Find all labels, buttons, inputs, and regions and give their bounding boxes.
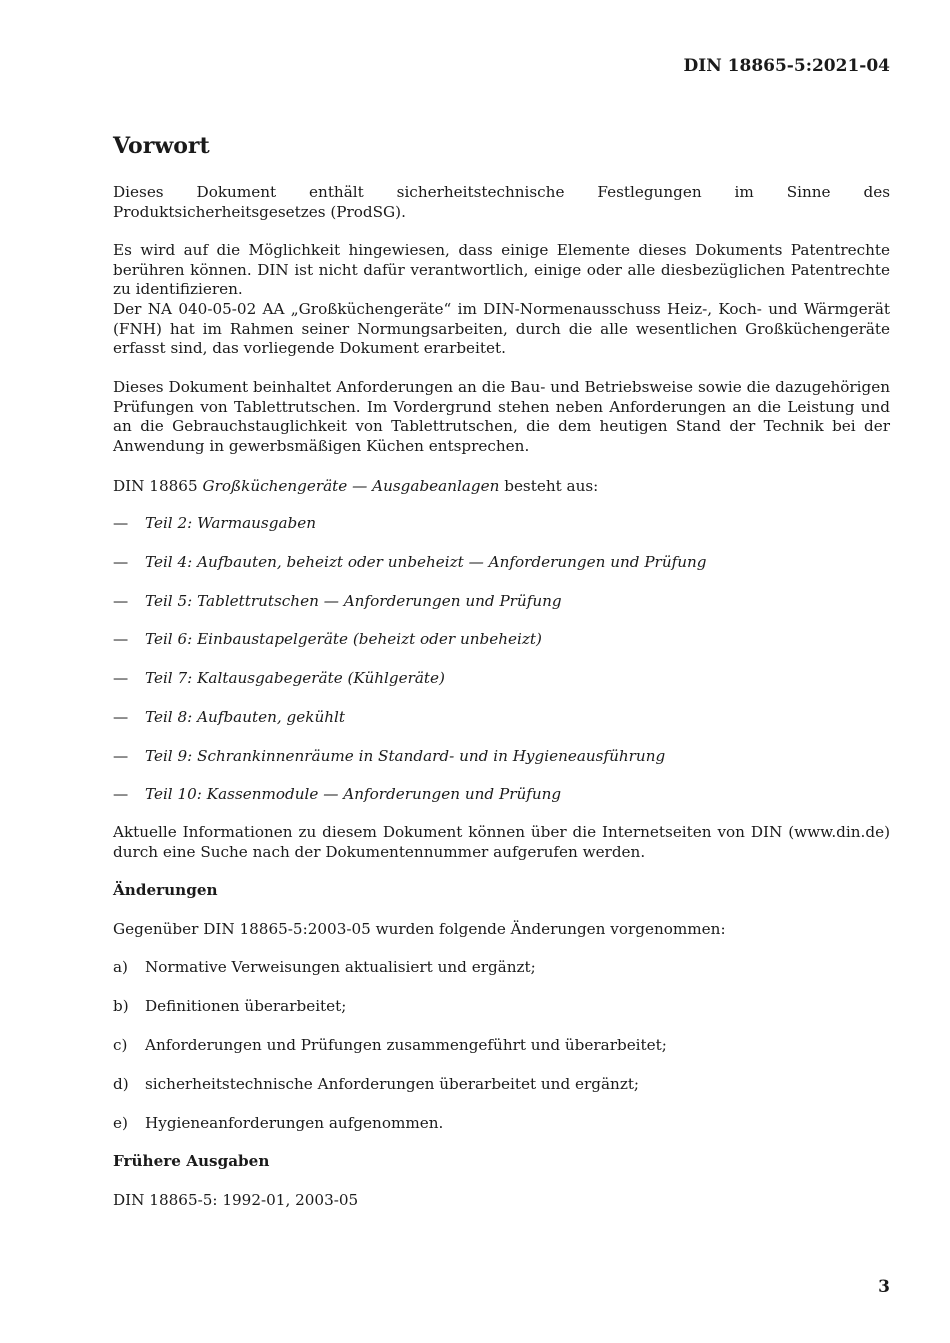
series-prefix: DIN 18865 bbox=[113, 477, 198, 495]
list-dash: — bbox=[113, 669, 129, 687]
list-item-part-6: Teil 6: Einbaustapelgeräte (beheizt oder unbeheizt) bbox=[145, 630, 542, 648]
change-letter: d) bbox=[113, 1075, 129, 1093]
list-dash: — bbox=[113, 708, 129, 726]
change-item: Normative Verweisungen aktualisiert und ergänzt; bbox=[145, 958, 536, 976]
previous-editions-heading: Frühere Ausgaben bbox=[113, 1152, 270, 1170]
list-item-part-10: Teil 10: Kassenmodule — Anforderungen und Prüfung bbox=[145, 785, 562, 803]
list-item-part-7: Teil 7: Kaltausgabegeräte (Kühlgeräte) bbox=[145, 669, 445, 687]
change-item: Hygieneanforderungen aufgenommen. bbox=[145, 1114, 444, 1132]
list-item-part-5: Teil 5: Tablettrutschen — Anforderungen und Prüfung bbox=[145, 592, 562, 610]
list-dash: — bbox=[113, 553, 129, 571]
changes-heading: Änderungen bbox=[113, 881, 218, 899]
change-item: sicherheitstechnische Anforderungen überarbeitet und ergänzt; bbox=[145, 1075, 640, 1093]
paragraph-committee: Der NA 040-05-02 AA „Großküchengeräte“ im DIN-Normenausschuss Heiz-, Koch- und Wärmgerät (FNH) hat im Rahmen seiner Normungsarbeiten, durch die alle wesentlichen Großküchengeräte erfasst sind, das vorliegende Dokument erarbeitet. bbox=[113, 300, 890, 357]
series-suffix: besteht aus: bbox=[504, 477, 599, 495]
series-title: Großküchengeräte — Ausgabeanlagen bbox=[202, 477, 500, 495]
list-dash: — bbox=[113, 592, 129, 610]
list-dash: — bbox=[113, 514, 129, 532]
previous-editions-text: DIN 18865-5: 1992-01, 2003-05 bbox=[113, 1191, 359, 1209]
paragraph-prodsg: Dieses Dokument enthält sicherheitstechnische Festlegungen im Sinne des Produktsicherheitsgesetzes (ProdSG). bbox=[113, 183, 890, 221]
page-title: Vorwort bbox=[113, 133, 210, 159]
paragraph-series bbox=[113, 477, 890, 497]
list-dash: — bbox=[113, 785, 129, 803]
page-number: 3 bbox=[878, 1277, 890, 1297]
change-letter: e) bbox=[113, 1114, 128, 1132]
change-letter: b) bbox=[113, 997, 129, 1015]
change-letter: c) bbox=[113, 1036, 128, 1054]
document-id: DIN 18865-5:2021-04 bbox=[683, 56, 890, 76]
paragraph-info: Aktuelle Informationen zu diesem Dokument können über die Internetseiten von DIN (www.din.de) durch eine Suche nach der Dokumentennummer aufgerufen werden. bbox=[113, 823, 890, 861]
list-item-part-2: Teil 2: Warmausgaben bbox=[145, 514, 316, 532]
paragraph-patents: Es wird auf die Möglichkeit hingewiesen, dass einige Elemente dieses Dokuments Patentrechte berühren können. DIN ist nicht dafür verantwortlich, einige oder alle diesbezüglichen Patentrechte zu identifizieren. bbox=[113, 241, 890, 298]
change-letter: a) bbox=[113, 958, 128, 976]
list-dash: — bbox=[113, 630, 129, 648]
changes-intro: Gegenüber DIN 18865-5:2003-05 wurden folgende Änderungen vorgenommen: bbox=[113, 920, 726, 938]
change-item: Anforderungen und Prüfungen zusammengeführt und überarbeitet; bbox=[145, 1036, 667, 1054]
paragraph-scope: Dieses Dokument beinhaltet Anforderungen an die Bau- und Betriebsweise sowie die dazugehörigen Prüfungen von Tablettrutschen. Im Vordergrund stehen neben Anforderungen an die Leistung und an die Gebrauchstauglichkeit von Tablettrutschen, die dem heutigen Stand der Technik bei der Anwendung in gewerbsmäßigen Küchen entsprechen. bbox=[113, 378, 890, 455]
list-dash: — bbox=[113, 747, 129, 765]
list-item-part-9: Teil 9: Schrankinnenräume in Standard- und in Hygieneausführung bbox=[145, 747, 666, 765]
list-item-part-4: Teil 4: Aufbauten, beheizt oder unbeheizt — Anforderungen und Prüfung bbox=[145, 553, 707, 571]
list-item-part-8: Teil 8: Aufbauten, gekühlt bbox=[145, 708, 345, 726]
change-item: Definitionen überarbeitet; bbox=[145, 997, 347, 1015]
